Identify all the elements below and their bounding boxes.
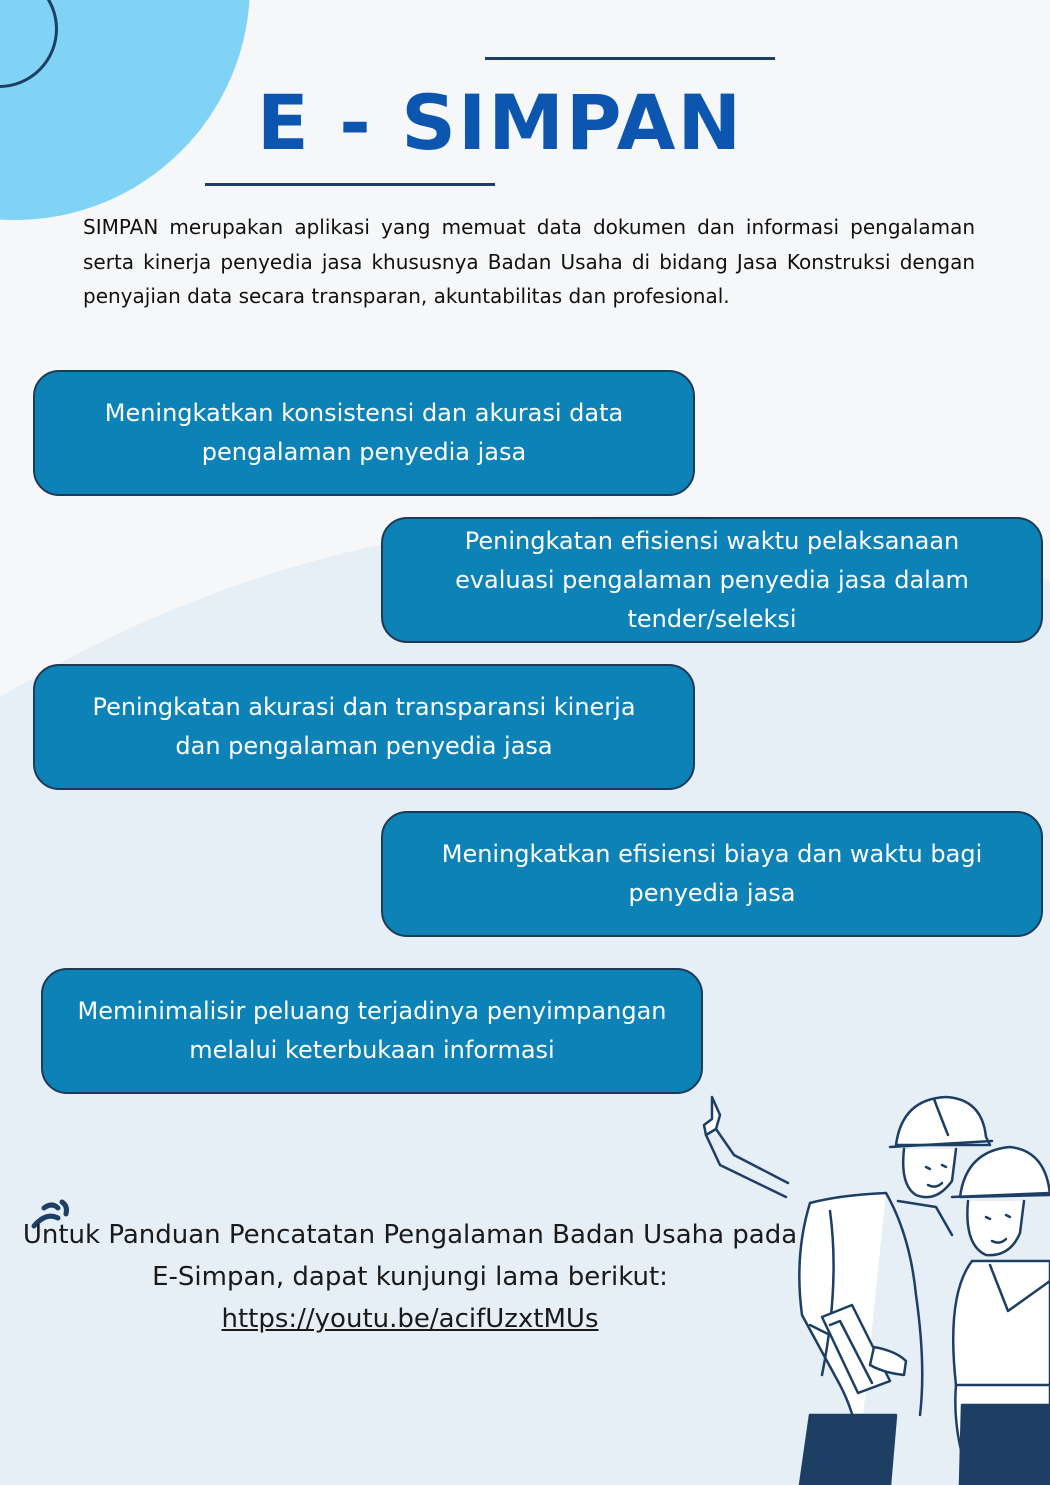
benefit-card-text: Peningkatan akurasi dan transparansi kinerja dan pengalaman penyedia jasa xyxy=(92,693,636,760)
benefit-card-text: Meningkatkan efisiensi biaya dan waktu bagi penyedia jasa xyxy=(441,840,983,907)
benefit-card-5 xyxy=(41,968,703,1094)
benefit-card-2 xyxy=(381,517,1043,643)
page-title: E - SIMPAN xyxy=(256,78,744,167)
benefit-card-text: Meningkatkan konsistensi dan akurasi data pengalaman penyedia jasa xyxy=(104,399,624,466)
benefit-card-3 xyxy=(33,664,695,790)
construction-workers-illustration xyxy=(690,1085,1050,1485)
title-rule-top xyxy=(485,57,775,60)
guide-text: Untuk Panduan Pencatatan Pengalaman Badan Usaha pada E-Simpan, dapat kunjungi lama berikut: xyxy=(22,1220,798,1292)
benefit-card-4 xyxy=(381,811,1043,937)
benefit-card-1 xyxy=(33,370,695,496)
benefit-card-text: Meminimalisir peluang terjadinya penyimpangan melalui keterbukaan informasi xyxy=(77,997,667,1064)
intro-paragraph: SIMPAN merupakan aplikasi yang memuat data dokumen dan informasi pengalaman serta kinerja penyedia jasa khususnya Badan Usaha di bidang Jasa Konstruksi dengan penyajian data secara transparan, akuntabilitas dan profesional. xyxy=(83,215,975,308)
benefit-card-text: Peningkatan efisiensi waktu pelaksanaan evaluasi pengalaman penyedia jasa dalam tender/seleksi xyxy=(455,526,969,633)
title-rule-bottom xyxy=(205,183,495,186)
guide-link[interactable]: https://youtu.be/acifUzxtMUs xyxy=(221,1304,599,1334)
